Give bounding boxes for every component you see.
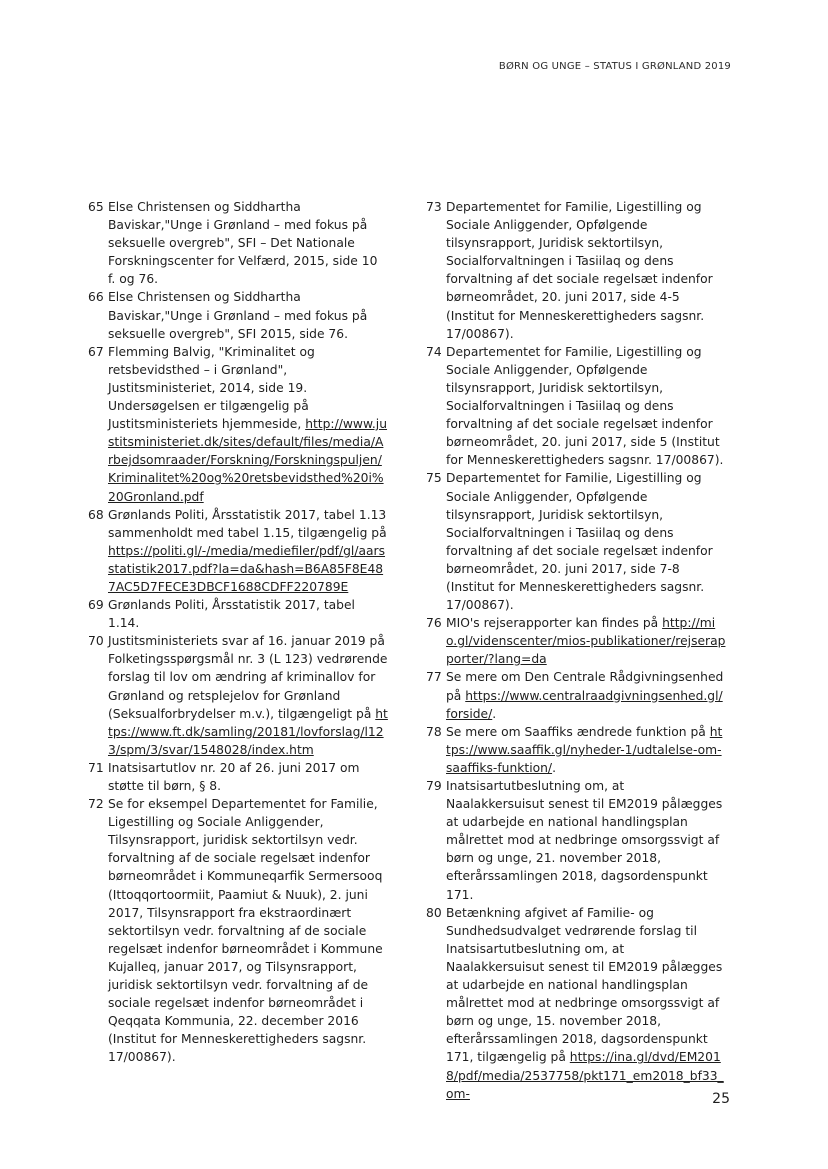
footnote-number: 66 [88, 290, 104, 305]
footnote-text: Else Christensen og Siddhartha Baviskar,"Unge i Grønland – med fokus på seksuelle overgreb", SFI – Det Nationale Forskningscenter for Velfærd, 2015, side 10 f. og 76. [108, 200, 378, 287]
footnote [88, 759, 388, 795]
footnote [426, 469, 726, 614]
footnote [426, 614, 726, 668]
footnote [426, 198, 726, 343]
footnotes-right-column [426, 198, 726, 1103]
footnote-text: Flemming Balvig, "Kriminalitet og retsbevidsthed – i Grønland", Justitsministeriet, 2014, side 19. Undersøgelsen er tilgængelig på Justitsministeriets hjemmeside, [108, 344, 315, 432]
footnote [88, 596, 388, 632]
footnote-number: 80 [426, 905, 442, 920]
footnote-link[interactable]: http://www.justitsministeriet.dk/sites/default/files/media/Arbejdsomraader/Forskning/Forskningspuljen/Kriminalitet%20og%20retsbevidsthed%20i%20Gronland.pdf [108, 417, 388, 504]
page-number: 25 [712, 1091, 730, 1107]
footnote-text: Departementet for Familie, Ligestilling og Sociale Anliggender, Opfølgende tilsynsrapport, Juridisk sektortilsyn, Socialforvaltningen i Tasiilaq og dens forvaltning af det sociale regelsæt indenfor børneområdet, 20. juni 2017, side 4-5 (Institut for Menneskerettigheders sagsnr. 17/00867). [446, 200, 713, 341]
footnote [88, 343, 388, 506]
footnote-link[interactable]: https://www.ft.dk/samling/20181/lovforslag/l123/spm/3/svar/1548028/index.htm [108, 706, 388, 757]
footnote-link[interactable]: http://mio.gl/videnscenter/mios-publikationer/rejserapporter/?lang=da [446, 616, 726, 667]
footnote-number: 78 [426, 724, 442, 739]
footnote-link[interactable]: https://www.centralraadgivningsenhed.gl/forside/ [446, 688, 723, 721]
footnote-text: Betænkning afgivet af Familie- og Sundhedsudvalget vedrørende forslag til Inatsisartutbeslutning om, at Naalakkersuisut senest til EM2019 pålægges at udarbejde en national handlingsplan målrettet mod at nedbringe omsorgssvigt af børn og unge, 15. november 2018, efterårssamlingen 2018, dagsordenspunkt 171, tilgængelig på [446, 905, 723, 1065]
footnote-number: 77 [426, 670, 442, 685]
footnote-text: Departementet for Familie, Ligestilling og Sociale Anliggender, Opfølgende tilsynsrapport, Juridisk sektortilsyn, Socialforvaltningen i Tasiilaq og dens forvaltning af det sociale regelsæt indenfor børneområdet, 20. juni 2017, side 7-8 (Institut for Menneskerettigheders sagsnr. 17/00867). [446, 471, 713, 613]
footnote-text: Departementet for Familie, Ligestilling og Sociale Anliggender, Opfølgende tilsynsrapport, Juridisk sektortilsyn, Socialforvaltningen i Tasiilaq og dens forvaltning af det sociale regelsæt indenfor børneområdet, 20. juni 2017, side 5 (Institut for Menneskerettigheders sagsnr. 17/00867). [446, 344, 724, 468]
footnote-number: 72 [88, 797, 104, 812]
footnote-number: 74 [426, 344, 442, 359]
footnote-number: 71 [88, 760, 104, 775]
footnote-number: 76 [426, 616, 442, 631]
footnote-text: Inatsisartutbeslutning om, at Naalakkersuisut senest til EM2019 pålægges at udarbejde en national handlingsplan målrettet mod at nedbringe omsorgssvigt af børn og unge, 21. november 2018, efterårssamlingen 2018, dagsordenspunkt 171. [446, 779, 723, 902]
footnote [88, 795, 388, 1066]
footnote-number: 68 [88, 507, 104, 522]
footnote [426, 777, 726, 904]
footnote [88, 506, 388, 596]
footnote-text: MIO's rejserapporter kan findes på [446, 616, 663, 631]
footnote-trailing-text: . [492, 706, 497, 721]
footnote-text: Se for eksempel Departementet for Familie, Ligestilling og Sociale Anliggender, Tilsynsrapport, juridisk sektortilsyn vedr. forvaltning af de sociale regelsæt indenfor børneområdet i Kommuneqarfik Sermersooq (Ittoqqortoormiit, Paamiut & Nuuk), 2. juni 2017, Tilsynsrapport fra ekstraordinært sektortilsyn vedr. forvaltning af de sociale regelsæt indenfor børneområdet i Kommune Kujalleq, januar 2017, og Tilsynsrapport, juridisk sektortilsyn vedr. forvaltning af de sociale regelsæt indenfor børneområdet i Qeqqata Kommunia, 22. december 2016 (Institut for Menneskerettigheders sagsnr. 17/00867). [108, 797, 383, 1065]
footnote [426, 343, 726, 470]
footnote-number: 75 [426, 471, 442, 486]
footnote-text: Justitsministeriets svar af 16. januar 2019 på Folketingsspørgsmål nr. 3 (L 123) vedrørende forslag til lov om ændring af kriminallov for Grønland og retsplejelov for Grønland (Seksualforbrydelser m.v.), tilgængeligt på [108, 634, 388, 721]
footnote-link[interactable]: https://www.saaffik.gl/nyheder-1/udtalelse-om-saaffiks-funktion/ [446, 724, 723, 775]
footnote-trailing-text: . [552, 760, 556, 775]
footnote [426, 723, 726, 777]
footnote-text: Else Christensen og Siddhartha Baviskar,"Unge i Grønland – med fokus på seksuelle overgreb", SFI 2015, side 76. [108, 290, 368, 341]
running-header: BØRN OG UNGE – STATUS I GRØNLAND 2019 [498, 61, 731, 72]
footnote-text: Inatsisartutlov nr. 20 af 26. juni 2017 om støtte til børn, § 8. [108, 760, 360, 793]
footnote-link[interactable]: https://ina.gl/dvd/EM2018/pdf/media/2537758/pkt171_em2018_bf33_om- [446, 1050, 724, 1101]
footnote-number: 73 [426, 200, 442, 214]
footnotes-left-column [88, 198, 388, 1067]
footnote-number: 65 [88, 200, 104, 214]
footnote-number: 69 [88, 598, 104, 613]
footnote-number: 79 [426, 779, 442, 793]
footnote-number: 70 [88, 634, 104, 649]
footnote-text: Grønlands Politi, Årsstatistik 2017, tabel 1.14. [108, 598, 355, 631]
footnote [88, 288, 388, 342]
footnote [88, 632, 388, 759]
footnote [426, 668, 726, 722]
footnote-text: Grønlands Politi, Årsstatistik 2017, tabel 1.13 sammenholdt med tabel 1.15, tilgængelig på [108, 507, 387, 540]
footnote [426, 904, 726, 1103]
footnote-link[interactable]: https://politi.gl/-/media/mediefiler/pdf/gl/aarsstatistik2017.pdf?la=da&hash=B6A85F8E487AC5D7FECE3DBCF1688CDFF220789E [108, 543, 386, 594]
footnote-text: Se mere om Saaffiks ændrede funktion på [446, 724, 710, 739]
footnote-number: 67 [88, 344, 104, 359]
footnote-text: Se mere om Den Centrale Rådgivningsenhed på [446, 670, 724, 703]
footnote [88, 198, 388, 288]
